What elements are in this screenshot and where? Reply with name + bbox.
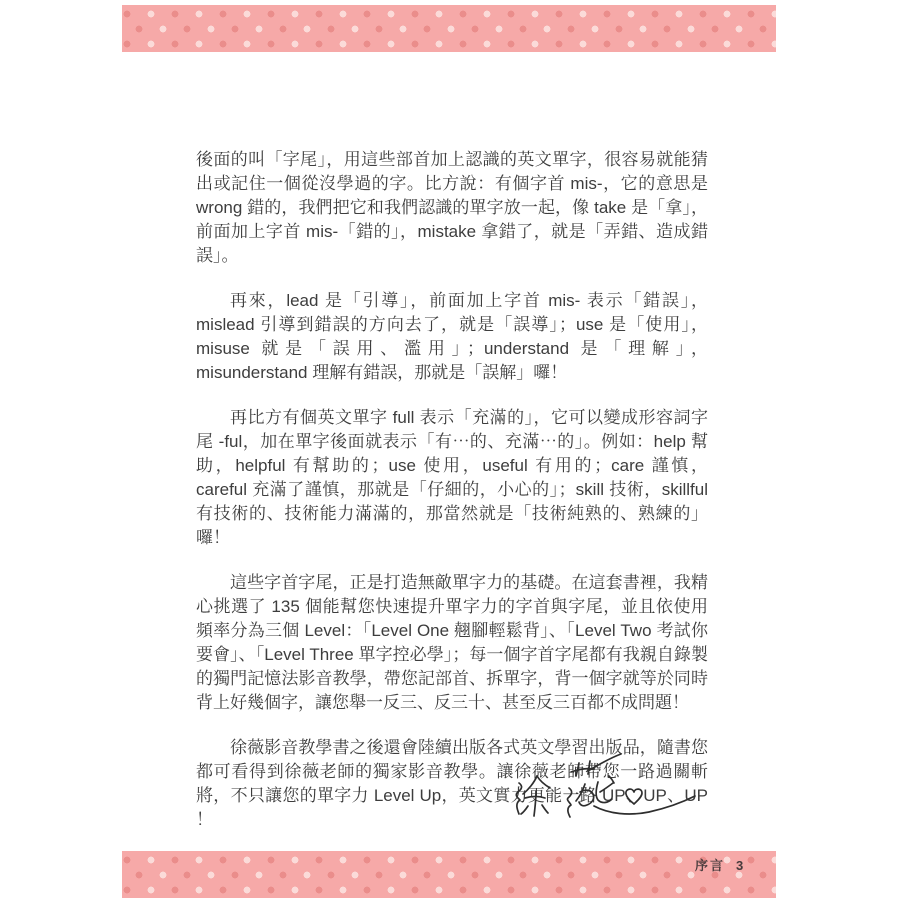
decorative-dot-banner-bottom	[122, 851, 776, 898]
signature-drawing	[492, 750, 702, 830]
decorative-dot-banner-top	[122, 5, 776, 52]
section-label: 序言	[695, 858, 726, 873]
body-paragraph: 這些字首字尾，正是打造無敵單字力的基礎。在這套書裡，我精心挑選了 135 個能幫您快速提升單字力的字首與字尾，並且依使用頻率分為三個 Level：「Level One 翹腳輕鬆背」、「Level Two 考試你要會」、「Level Three 單字控必學」；每一個字首字尾都有我親自錄製的獨門記憶法影音教學，帶您記部首、拆單字，背一個字就等於同時背上好幾個字，讓您舉一反三、反三十、甚至反三百都不成問題！	[196, 573, 708, 712]
body-paragraph: 再來，lead 是「引導」，前面加上字首 mis- 表示「錯誤」，mislead 引導到錯誤的方向去了，就是「誤導」；use 是「使用」，misuse 就是「誤用、濫用」；understand 是「理解」，misunderstand 理解有錯誤，那就是「誤解」囉！	[196, 291, 708, 382]
body-paragraph: 後面的叫「字尾」，用這些部首加上認識的英文單字，很容易就能猜出或記住一個從沒學過的字。比方說：有個字首 mis-，它的意思是 wrong 錯的，我們把它和我們認識的單字放一起，像 take 是「拿」，前面加上字首 mis-「錯的」，mistake 拿錯了，就是「弄錯、造成錯誤」。	[196, 150, 708, 265]
preface-body-text	[196, 148, 708, 853]
body-paragraph: 徐薇影音教學書之後還會陸續出版各式英文學習出版品，隨書您都可看得到徐薇老師的獨家影音教學。讓徐薇老師帶您一路過關斬將，不只讓您的單字力 Level Up，英文實力更能一路 UP、UP、UP ！	[196, 738, 708, 829]
page-number: 3	[736, 858, 744, 873]
author-signature-xu-wei	[492, 750, 702, 830]
page-footer	[695, 855, 743, 874]
body-paragraph: 再比方有個英文單字 full 表示「充滿的」，它可以變成形容詞字尾 -ful，加在單字後面就表示「有⋯的、充滿⋯的」。例如：help 幫助，helpful 有幫助的；use 使用，useful 有用的；care 謹慎，careful 充滿了謹慎，那就是「仔細的，小心的」；skill 技術，skillful 有技術的、技術能力滿滿的，那當然就是「技術純熟的、熟練的」囉！	[196, 408, 708, 547]
heart-icon	[626, 789, 642, 804]
